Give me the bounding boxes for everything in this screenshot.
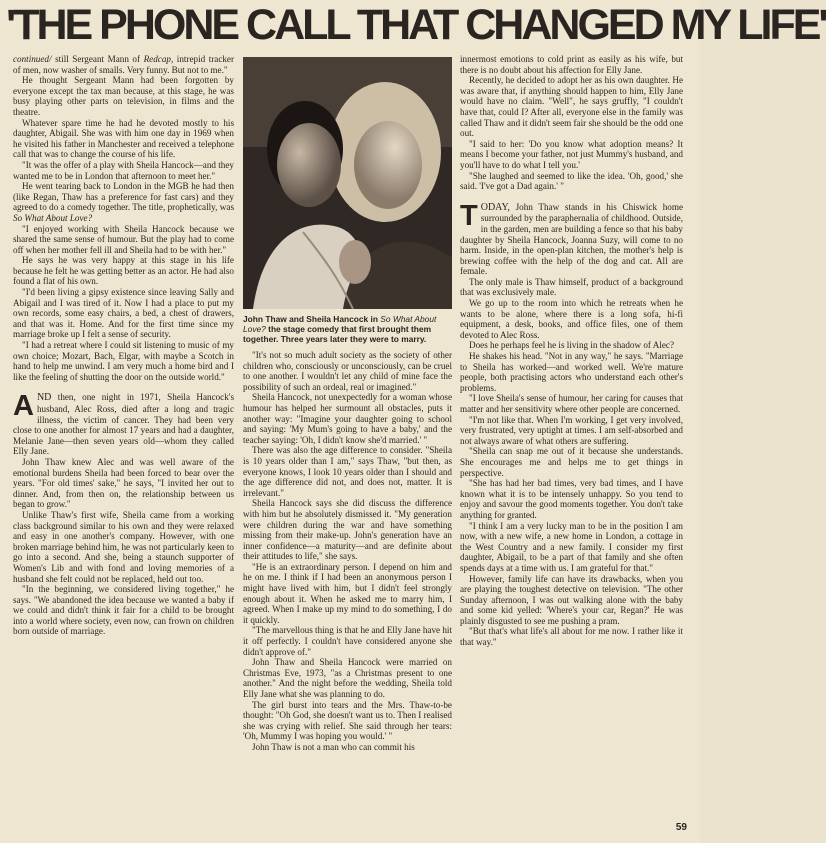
paragraph-dropcap: TODAY, John Thaw stands in his Chiswick home surrounded by the paraphernalia of childhood. Outside, in the garden, men are building a fence so that his baby daughter by Sheila Hancock, Joanna Suzy, will come to no harm. Inside, in the open-plan kitchen, the mother's help is brewing coffee with the help of the dog and cat. All are female. [460, 199, 684, 277]
paragraph: "I love Sheila's sense of humour, her caring for causes that matter and her sensitivity where other people are concerned. [460, 393, 683, 414]
paragraph: He says he was very happy at this stage in his life because he felt he was getting better as an actor. He had also found a flat of his own. [13, 255, 234, 287]
column-2 [243, 350, 452, 753]
paragraph: "I think I am a very lucky man to be in the position I am now, with a new wife, a new home in London, a cottage in the West Country and a new family. I consider my first daughter, Abigail, to be a part of that family and she often spends days at a time with us. I am grateful for that." [460, 520, 683, 573]
drop-cap: A [13, 390, 34, 423]
column-3 [460, 54, 683, 648]
paragraph: However, family life can have its drawbacks, when you are playing the toughest detective on television. "The other Sunday afternoon, I was out walking alone with the baby and some kid yelled: 'Where's your car, Regan?' He was plainly disgusted to see me pushing a pram. [460, 573, 683, 626]
drop-cap: T [460, 199, 478, 232]
column-1 [13, 54, 234, 637]
paragraph: He thought Sergeant Mann had been forgotten by everyone except the tax man because, at this stage, he was busy playing other parts on television, in films and the theatre. [13, 75, 234, 117]
paragraph: We go up to the room into which he retreats when he wants to be alone, where there is a long sofa, hi-fi equipment, a desk, books, and office files, one of them devoted to Alec Ross. [460, 298, 683, 340]
paragraph: Sheila Hancock, not unexpectedly for a woman whose humour has helped her surmount all obstacles, puts it another way: "Imagine your daughter going to school and saying: 'My Mum's going to have a baby,' and the teacher saying: 'Oh, I didn't know she'd married.' " [243, 392, 452, 445]
paragraph: Unlike Thaw's first wife, Sheila came from a working class background similar to his own and they were relaxed and easy in one another's company. However, with one broken marriage behind him, he was not particularly keen to go into a second. And she, being a staunch supporter of Women's Lib and with fond and loving memories of a husband she felt could not be replaced, held out too. [13, 509, 234, 584]
paragraph: "She has had her bad times, very bad times, and I have known what it is to be intensely unhappy. So you tend to enjoy and savour the good moments together. You don't take anything for granted. [460, 478, 683, 520]
paragraph: Sheila Hancock says she did discuss the difference with him but he absolutely dismissed it. "My generation were children during the war and have something missing from their make-up. John's generation have an inner confidence—a maturity—and are definite about their attitudes to life," she says. [243, 498, 452, 562]
paragraph: "He is an extraordinary person. I depend on him and he on me. I think if I had been an anonymous person I might have lived with him, but I didn't feel strongly enough about it. When he asked me to marry him, I agreed. When I make up my mind to do something, I do it quickly. [243, 561, 452, 625]
paragraph: John Thaw and Sheila Hancock were married on Christmas Eve, 1973, "as a Christmas present to one another." And the night before the wedding, Sheila told Elly Jane what she was planning to do. [243, 657, 452, 699]
paragraph: innermost emotions to cold print as easily as his wife, but there is no doubt about his affection for Elly Jane. [460, 54, 683, 75]
paragraph: There was also the age difference to consider. "Sheila is 10 years older than I am," says Thaw, "but then, as everyone knows, I look 10 years older than I should and the age difference did not, and does not, matter. It is irrelevant." [243, 445, 452, 498]
paragraph: "I had a retreat where I could sit listening to music of my own choice; Mozart, Bach, Elgar, with maybe a Scotch in hand to help me unwind. I am very much a home bird and I like the feeling of shutting the door on the outside world." [13, 340, 234, 382]
paragraph: Whatever spare time he had he devoted mostly to his daughter, Abigail. She was with him one day in 1969 when he visited his father in Manchester and received a telephone call that was to change the course of his life. [13, 117, 234, 160]
paragraph: Recently, he decided to adopt her as his own daughter. He was aware that, if anything should happen to him, Elly Jane would have no claim. "Well", he says gruffly, "I couldn't have that, could I? After all, everyone else in the family was called Thaw and it didn't seem fair she should be the odd one out. [460, 75, 683, 139]
paragraph: The girl burst into tears and the Mrs. Thaw-to-be thought: "Oh God, she doesn't want us to. Then I realised she was crying with relief. She said through her tears: 'Oh, Mummy I was hoping you would.' " [243, 699, 452, 742]
paragraph: "I enjoyed working with Sheila Hancock because we shared the same sense of humour. But the play had to come off when her mother fell ill and Sheila had to be with her." [13, 223, 234, 255]
paragraph: "I'm not like that. When I'm working, I get very involved, very frustrated, very uptight at times. I am self-absorbed and not always aware of what others are suffering. [460, 414, 683, 446]
couple-photo-icon [243, 57, 452, 309]
paragraph: "It was the offer of a play with Sheila Hancock—and they wanted me to be in London that afternoon to meet her." [13, 159, 234, 181]
paragraph: Does he perhaps feel he is living in the shadow of Alec? [469, 340, 674, 351]
paragraph: "Sheila can snap me out of it because she understands. She encourages me and helps me to get things in perspective. [460, 446, 683, 478]
photo-caption: John Thaw and Sheila Hancock in So What About Love? the stage comedy that first brought them together. Three years later they were to marry. [243, 314, 437, 344]
paragraph: John Thaw knew Alec and was well aware of the emotional burdens Sheila had been forced to bear over the years. "For old times' sake," he says, "I invited her out to dinner. And, from then on, the relationship between us began to grow." [13, 456, 234, 510]
paragraph: "The marvellous thing is that he and Elly Jane have hit it off perfectly. I couldn't have considered anyone she didn't approve of." [243, 625, 452, 657]
paragraph-dropcap: AND then, one night in 1971, Sheila Hancock's husband, Alec Ross, died after a long and tragic illness, the victim of cancer. They had been very close to one another for almost 17 years and had a daughter, Melanie Jane—then seven years old—whom they called Elly Jane. [13, 390, 234, 457]
paragraph: The only male is Thaw himself, product of a background that was exclusively male. [460, 276, 683, 298]
paragraph: "But that's what life's all about for me now. I rather like it that way." [460, 626, 683, 648]
paragraph: John Thaw is not a man who can commit his [252, 741, 415, 752]
paragraph: "I said to her: 'Do you know what adoption means? It means I become your father, not just Mummy's husband, and you'll have to do what I tell you.' [460, 138, 683, 170]
paragraph: "In the beginning, we considered living together," he says. "We abandoned the idea because we wanted a baby if we could and didn't think it fair for a child to be brought into a world where society, even now, can frown on children born outside of marriage. [13, 584, 234, 637]
paragraph: He went tearing back to London in the MGB he had then (like Regan, Thaw has a preference for fast cars) and they agreed to do a comedy together. The title, prophetically, was So What About Love? [13, 181, 234, 223]
paragraph: "It's not so much adult society as the society of other children who, consciously or unconsciously, can be cruel to one another. I wouldn't let any child of mine face the possibility of such an ordeal, real or imagined." [243, 350, 452, 392]
paragraph: "I'd been living a gipsy existence since leaving Sally and Abigail and I was tired of it. Now I had a place to put my own records, some easy chairs, a bed, a chest of drawers, and that was it. Home. And for the first time since my marriage broke up I felt a sense of security. [13, 287, 234, 340]
paragraph: He shakes his head. "Not in any way," he says. "Marriage to Sheila has worked—and worked well. We're mature people, both practising actors who understand each other's problems. [460, 351, 683, 393]
paragraph: "She laughed and seemed to like the idea. 'Oh, good,' she said. 'I've got a Dad again.' " [460, 170, 683, 192]
couple-photo [243, 57, 452, 309]
headline: 'THE PHONE CALL THAT CHANGED MY LIFE' [6, 1, 826, 49]
paragraph: continued/ still Sergeant Mann of Redcap, intrepid tracker of men, now washer of smalls. Very funny. But not to me." [13, 54, 235, 75]
page-number: 59 [675, 822, 687, 833]
